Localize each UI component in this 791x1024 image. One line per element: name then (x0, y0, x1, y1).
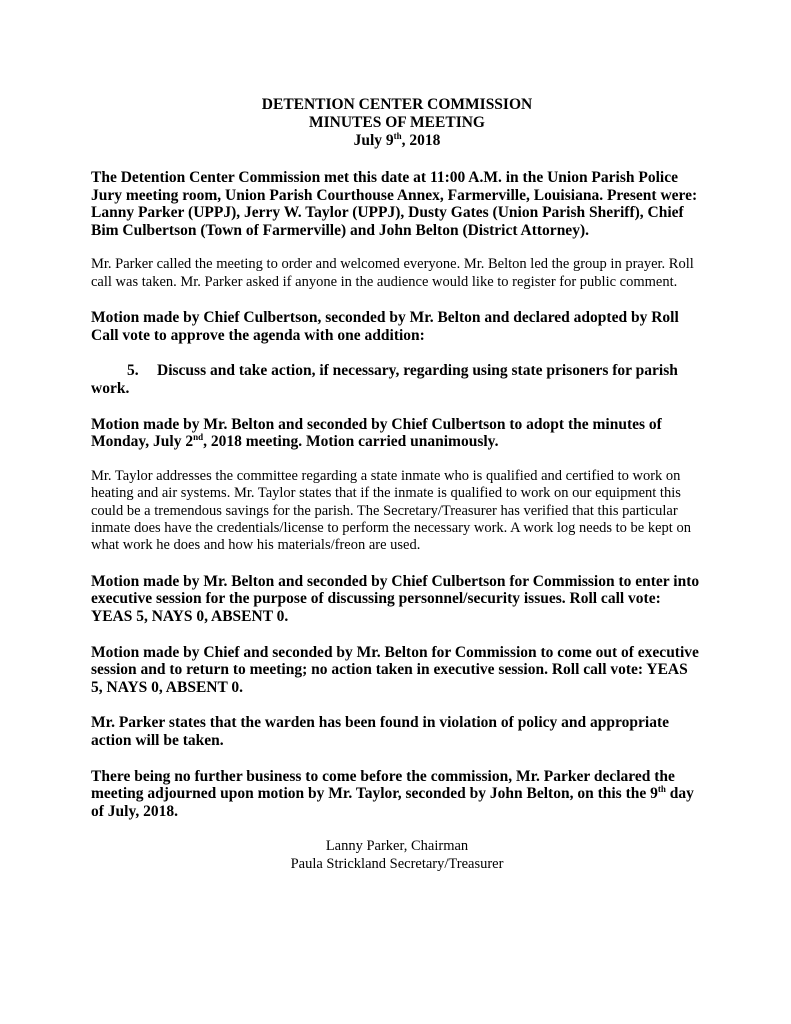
signature-block (91, 837, 703, 873)
agenda-motion-paragraph: Motion made by Chief Culbertson, seconded by Mr. Belton and declared adopted by Roll Call vote to approve the agenda with one addition: (91, 309, 679, 344)
agenda-item-text: Discuss and take action, if necessary, regarding using state prisoners for parish work. (91, 362, 678, 397)
minutes-title: MINUTES OF MEETING (309, 114, 485, 131)
agenda-item (91, 362, 703, 397)
adjournment-paragraph: There being no further business to come before the commission, Mr. Parker declared the meeting adjourned upon motion by Mr. Taylor, seconded by John Belton, on this the 9th day of July, 2018. (91, 767, 694, 820)
attendance-paragraph: The Detention Center Commission met this date at 11:00 A.M. in the Union Parish Police Jury meeting room, Union Parish Courthouse Annex, Farmerville, Louisiana. Present were: Lanny Parker (UPPJ), Jerry W. Taylor (UPPJ), Dusty Gates (Union Parish Sheriff), Chief Bim Culbertson (Town of Farmerville) and John Belton (District Attorney). (91, 169, 698, 239)
executive-session-exit-paragraph: Motion made by Chief and seconded by Mr. Belton for Commission to come out of executive session and to return to meeting; no action taken in executive session. Roll call vote: YEAS 5, NAYS 0, ABSENT 0. (91, 643, 699, 696)
inmate-discussion-paragraph: Mr. Taylor addresses the committee regarding a state inmate who is qualified and certified to work on heating and air systems. Mr. Taylor states that if the inmate is qualified to work on our equipment this could be a tremendous savings for the parish. The Secretary/Treasurer has verified that this particular inmate does have the credentials/license to perform the necessary work. A work log needs to be kept on what work he does and how his materials/freon are used. (91, 467, 691, 554)
warden-statement-paragraph: Mr. Parker states that the warden has been found in violation of policy and appropriate action will be taken. (91, 714, 669, 749)
meeting-date: July 9th, 2018 (353, 130, 441, 149)
executive-session-enter-paragraph: Motion made by Mr. Belton and seconded by Chief Culbertson for Commission to enter into executive session for the purpose of discussing personnel/security issues. Roll call vote: YEAS 5, NAYS 0, ABSENT 0. (91, 572, 700, 625)
commission-title: DETENTION CENTER COMMISSION (261, 96, 533, 113)
minutes-motion-paragraph: Motion made by Mr. Belton and seconded by Chief Culbertson to adopt the minutes of Monday, July 2nd, 2018 meeting. Motion carried unanimously. (91, 415, 662, 451)
call-to-order-paragraph: Mr. Parker called the meeting to order and welcomed everyone. Mr. Belton led the group in prayer. Roll call was taken. Mr. Parker asked if anyone in the audience would like to register for public comment. (91, 256, 694, 290)
secretary-signature: Paula Strickland Secretary/Treasurer (290, 856, 504, 873)
chairman-signature: Lanny Parker, Chairman (325, 838, 469, 855)
agenda-item-number: 5. (127, 362, 139, 380)
document-page (91, 96, 703, 873)
document-header (91, 96, 703, 150)
